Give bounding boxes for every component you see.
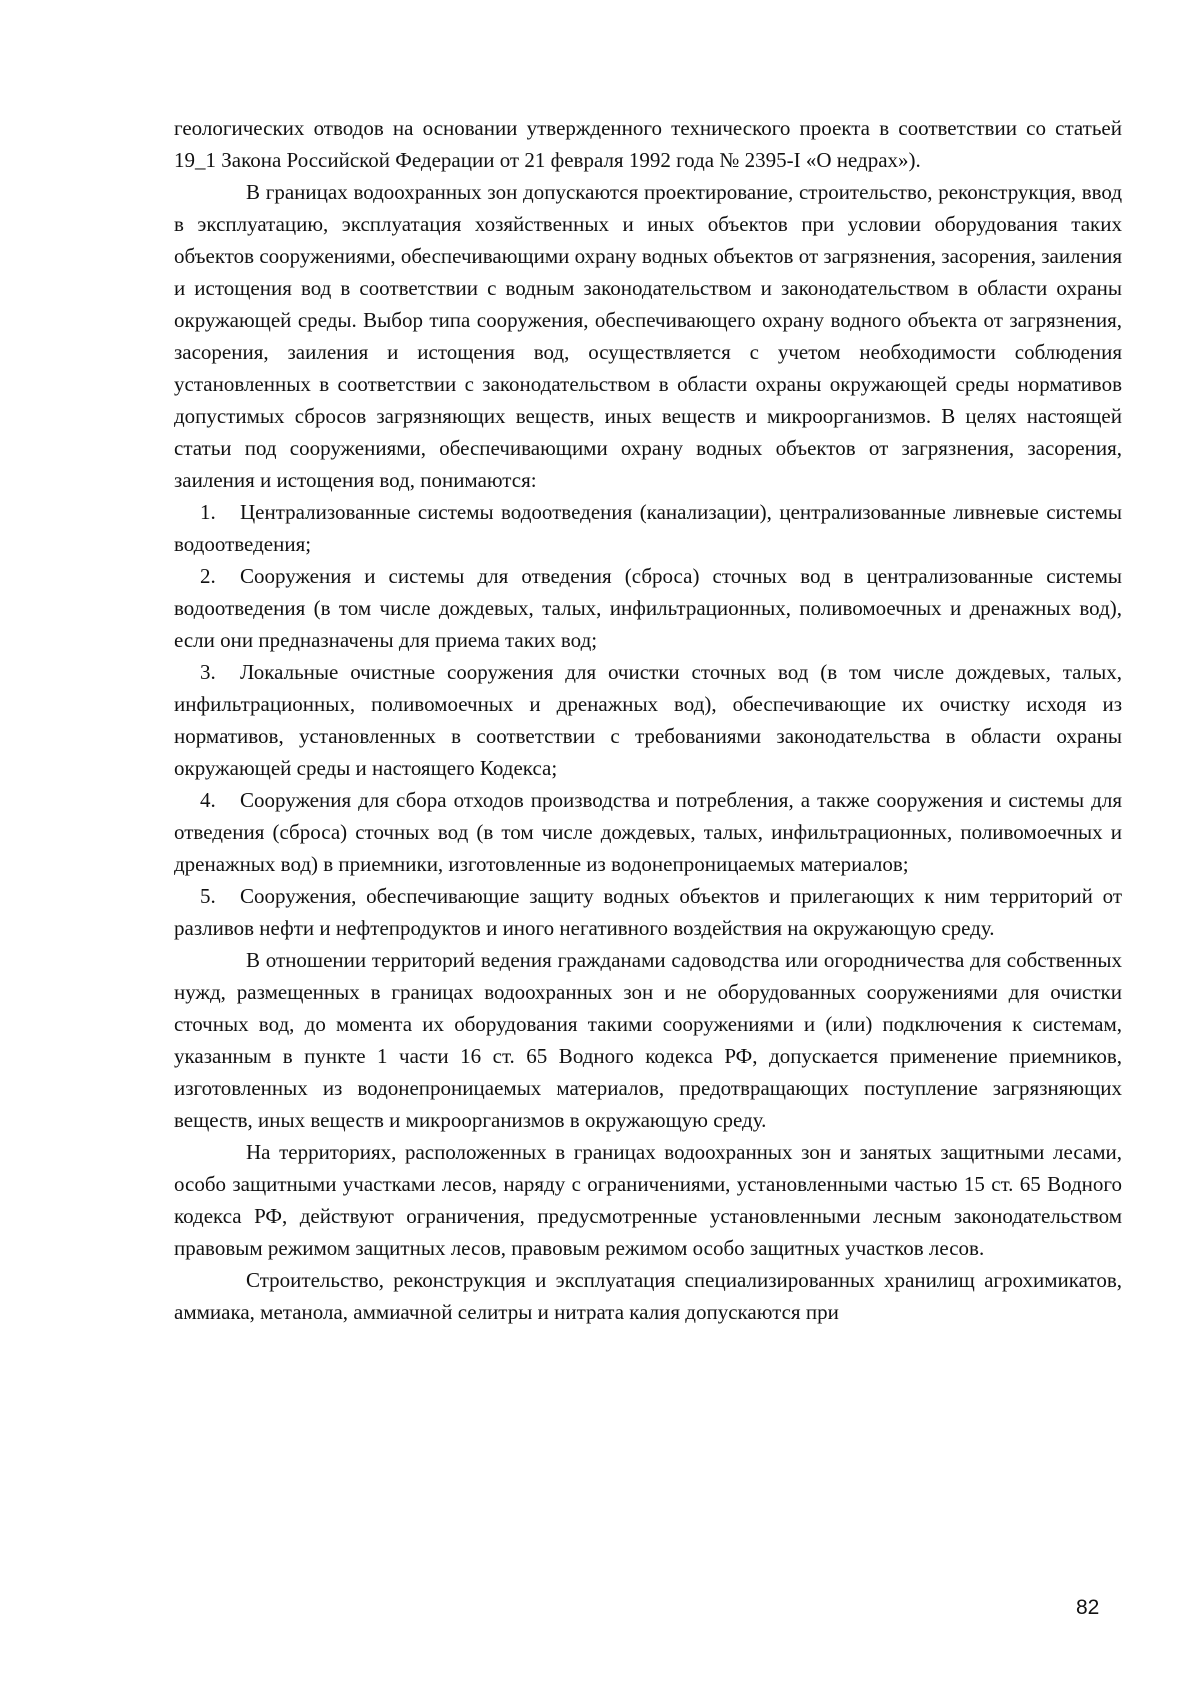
- paragraph-water-protection-zones: В границах водоохранных зон допускаются проектирование, строительство, реконструкция, ввод в эксплуатацию, эксплуатация хозяйственных и иных объектов при условии оборудования таких объектов сооружениями, обеспечивающими охрану водных объектов от загрязнения, засорения, заиления и истощения вод в соответствии с водным законодательством и законодательством в области охраны окружающей среды. Выбор типа сооружения, обеспечивающего охрану водного объекта от загрязнения, засорения, заиления и истощения вод, осуществляется с учетом необходимости соблюдения установленных в соответствии с законодательством в области охраны окружающей среды нормативов допустимых сбросов загрязняющих веществ, иных веществ и микроорганизмов. В целях настоящей статьи под сооружениями, обеспечивающими охрану водных объектов от загрязнения, засорения, заиления и истощения вод, понимаются:: [174, 180, 1122, 492]
- list-item-text: Сооружения для сбора отходов производства и потребления, а также сооружения и системы для отведения (сброса) сточных вод (в том числе дождевых, талых, инфильтрационных, поливомоечных и дренажных вод) в приемники, изготовленные из водонепроницаемых материалов;: [174, 788, 1122, 876]
- list-item-number: 2.: [200, 564, 216, 588]
- list-item-text: Локальные очистные сооружения для очистки сточных вод (в том числе дождевых, талых, инфильтрационных, поливомоечных и дренажных вод), обеспечивающие их очистку исходя из нормативов, установленных в соответствии с требованиями законодательства в области охраны окружающей среды и настоящего Кодекса;: [174, 660, 1122, 780]
- list-item-number: 1.: [200, 500, 216, 524]
- list-item-number: 3.: [200, 660, 216, 684]
- paragraph-continuation: геологических отводов на основании утвержденного технического проекта в соответствии со статьей 19_1 Закона Российской Федерации от 21 февраля 1992 года № 2395-I «О недрах»).: [174, 116, 1122, 172]
- list-item-number: 4.: [200, 788, 216, 812]
- page-number: 82: [1076, 1596, 1100, 1619]
- list-item: [174, 496, 1122, 560]
- list-item: [174, 880, 1122, 944]
- list-item-number: 5.: [200, 884, 216, 908]
- list-item: [174, 656, 1122, 784]
- list-item-text: Сооружения, обеспечивающие защиту водных объектов и прилегающих к ним территорий от разливов нефти и нефтепродуктов и иного негативного воздействия на окружающую среду.: [174, 884, 1122, 940]
- paragraph-storage-facilities: Строительство, реконструкция и эксплуатация специализированных хранилищ агрохимикатов, аммиака, метанола, аммиачной селитры и нитрата калия допускаются при: [174, 1268, 1122, 1324]
- list-item-text: Централизованные системы водоотведения (канализации), централизованные ливневые системы водоотведения;: [174, 500, 1122, 556]
- document-body: [174, 112, 1122, 1328]
- list-item: [174, 784, 1122, 880]
- list-item-text: Сооружения и системы для отведения (сброса) сточных вод в централизованные системы водоотведения (в том числе дождевых, талых, инфильтрационных, поливомоечных и дренажных вод), если они предназначены для приема таких вод;: [174, 564, 1122, 652]
- list-item: [174, 560, 1122, 656]
- paragraph-protective-forests: На территориях, расположенных в границах водоохранных зон и занятых защитными лесами, особо защитными участками лесов, наряду с ограничениями, установленными частью 15 ст. 65 Водного кодекса РФ, действуют ограничения, предусмотренные установленными лесным законодательством правовым режимом защитных лесов, правовым режимом особо защитных участков лесов.: [174, 1140, 1122, 1260]
- paragraph-gardening-territories: В отношении территорий ведения гражданами садоводства или огородничества для собственных нужд, размещенных в границах водоохранных зон и не оборудованных сооружениями для очистки сточных вод, до момента их оборудования такими сооружениями и (или) подключения к системам, указанным в пункте 1 части 16 ст. 65 Водного кодекса РФ, допускается применение приемников, изготовленных из водонепроницаемых материалов, предотвращающих поступление загрязняющих веществ, иных веществ и микроорганизмов в окружающую среду.: [174, 948, 1122, 1132]
